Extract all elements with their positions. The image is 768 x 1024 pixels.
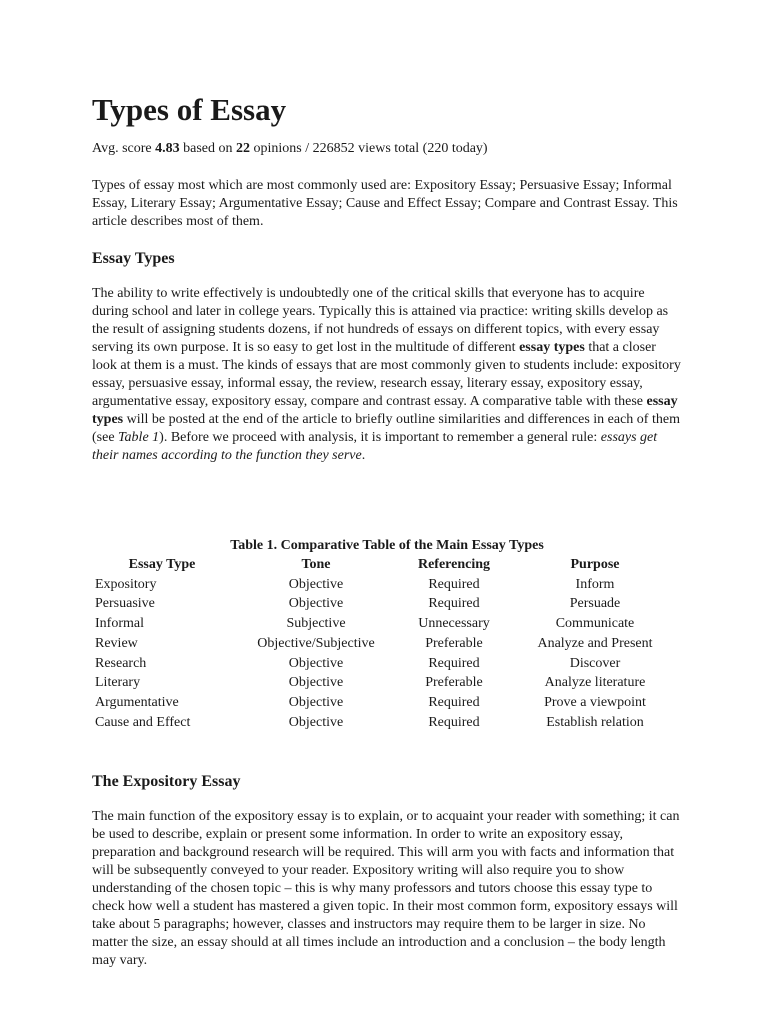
table-cell: Required xyxy=(428,714,480,730)
table-cell: Analyze literature xyxy=(544,675,646,691)
table-cell: Objective xyxy=(288,655,344,671)
table-reference: Table 1 xyxy=(118,430,160,445)
table-row xyxy=(92,713,682,733)
paragraph-text: ). Before we proceed with analysis, it is important to remember a general rule: xyxy=(159,430,601,445)
essay-types-paragraph xyxy=(92,285,682,465)
table-cell: Required xyxy=(428,596,480,612)
table-header-cell: Essay Type xyxy=(128,557,196,572)
table-cell: Argumentative xyxy=(95,694,179,710)
table-cell: Review xyxy=(95,635,138,651)
table-cell: Research xyxy=(95,655,147,671)
table-cell: Required xyxy=(428,655,480,671)
rating-prefix: Avg. score xyxy=(92,141,156,156)
table-cell: Discover xyxy=(569,655,621,671)
paragraph-text: The ability to write effectively is undoubtedly one of the critical skills that everyone has to acquire during school and later in college years. Typically this is attained via practice: writing skills develop as the result of assigning students dozens, if not hundreds of essays on different topics, with every essay serving its own purpose. It is so easy to get lost in the multitude of different xyxy=(92,286,669,355)
section-heading-expository-essay: The Expository Essay xyxy=(92,773,241,790)
table-header-cell: Referencing xyxy=(417,557,491,572)
table-cell: Analyze and Present xyxy=(537,635,653,651)
table-cell: Preferable xyxy=(425,635,483,651)
table-cell: Persuasive xyxy=(95,596,155,612)
paragraph-text: that a closer look at them is a must. The kinds of essays that are most commonly given to students include: expository essay, persuasive essay, informal essay, the review, research essay, literary essay, expository essay, argumentative essay, expository essay, compare and contrast essay. A comparative table with these xyxy=(92,340,681,409)
paragraph-text: . xyxy=(361,448,366,463)
table-row xyxy=(92,614,682,634)
paragraph-text: will be posted at the end of the article to briefly outline similarities and differences in each of them (see xyxy=(92,412,680,445)
table-header-cell: Tone xyxy=(301,557,331,572)
table-caption: Table 1. Comparative Table of the Main Essay Types xyxy=(230,538,544,553)
table-cell: Communicate xyxy=(555,616,635,632)
table-row xyxy=(92,673,682,693)
essay-types-table xyxy=(92,555,682,732)
rating-suffix: opinions / 226852 views total (220 today) xyxy=(250,141,488,156)
table-cell: Establish relation xyxy=(546,714,644,730)
table-cell: Subjective xyxy=(286,616,346,632)
expository-essay-paragraph: The main function of the expository essay is to explain, or to acquaint your reader with something; it can be used to describe, explain or present some information. In order to write an expository essay, preparation and background research will be required. This will arm you with facts and information that will be subsequently conveyed to your reader. Expository writing will also require you to show understanding of the chosen topic – this is why many professors and tutors choose this essay type to check how well a student has mastered a given topic. In their most common form, expository essays will take about 5 paragraphs; however, classes and instructors may require them to be larger in size. No matter the size, an essay should at all times include an introduction and a conclusion – the body length may vary. xyxy=(92,809,680,968)
table-row xyxy=(92,575,682,595)
table-row xyxy=(92,654,682,674)
rating-mid: based on xyxy=(179,141,236,156)
bold-term: essay types xyxy=(92,394,678,427)
table-header-cell: Purpose xyxy=(570,557,620,572)
table-cell: Objective xyxy=(288,675,344,691)
table-cell: Expository xyxy=(95,576,157,592)
table-header-row xyxy=(92,555,682,575)
opinion-count: 22 xyxy=(236,141,250,156)
table-cell: Preferable xyxy=(425,675,483,691)
table-cell: Objective/Subjective xyxy=(257,635,375,651)
avg-score: 4.83 xyxy=(155,141,180,156)
table-cell: Objective xyxy=(288,694,344,710)
table-cell: Inform xyxy=(575,576,615,592)
table-cell: Cause and Effect xyxy=(95,714,191,730)
table-cell: Objective xyxy=(288,576,344,592)
table-cell: Prove a viewpoint xyxy=(544,694,646,710)
table-cell: Informal xyxy=(95,616,144,632)
bold-term: essay types xyxy=(519,340,585,355)
table-cell: Unnecessary xyxy=(418,616,490,632)
section-heading-essay-types: Essay Types xyxy=(92,250,175,267)
table-row xyxy=(92,594,682,614)
table-row xyxy=(92,634,682,654)
table-row xyxy=(92,693,682,713)
rating-line xyxy=(92,140,488,158)
table-cell: Literary xyxy=(95,675,141,691)
table-cell: Required xyxy=(428,694,480,710)
table-cell: Persuade xyxy=(569,596,621,612)
page-title: Types of Essay xyxy=(92,92,287,127)
table-cell: Required xyxy=(428,576,480,592)
intro-paragraph: Types of essay most which are most commonly used are: Expository Essay; Persuasive Essay; Informal Essay, Literary Essay; Argumentative Essay; Cause and Effect Essay; Compare and Contrast Essay. This article describes most of them. xyxy=(92,178,678,229)
table-cell: Objective xyxy=(288,596,344,612)
table-cell: Objective xyxy=(288,714,344,730)
general-rule: essays get their names according to the function they serve xyxy=(92,430,658,463)
